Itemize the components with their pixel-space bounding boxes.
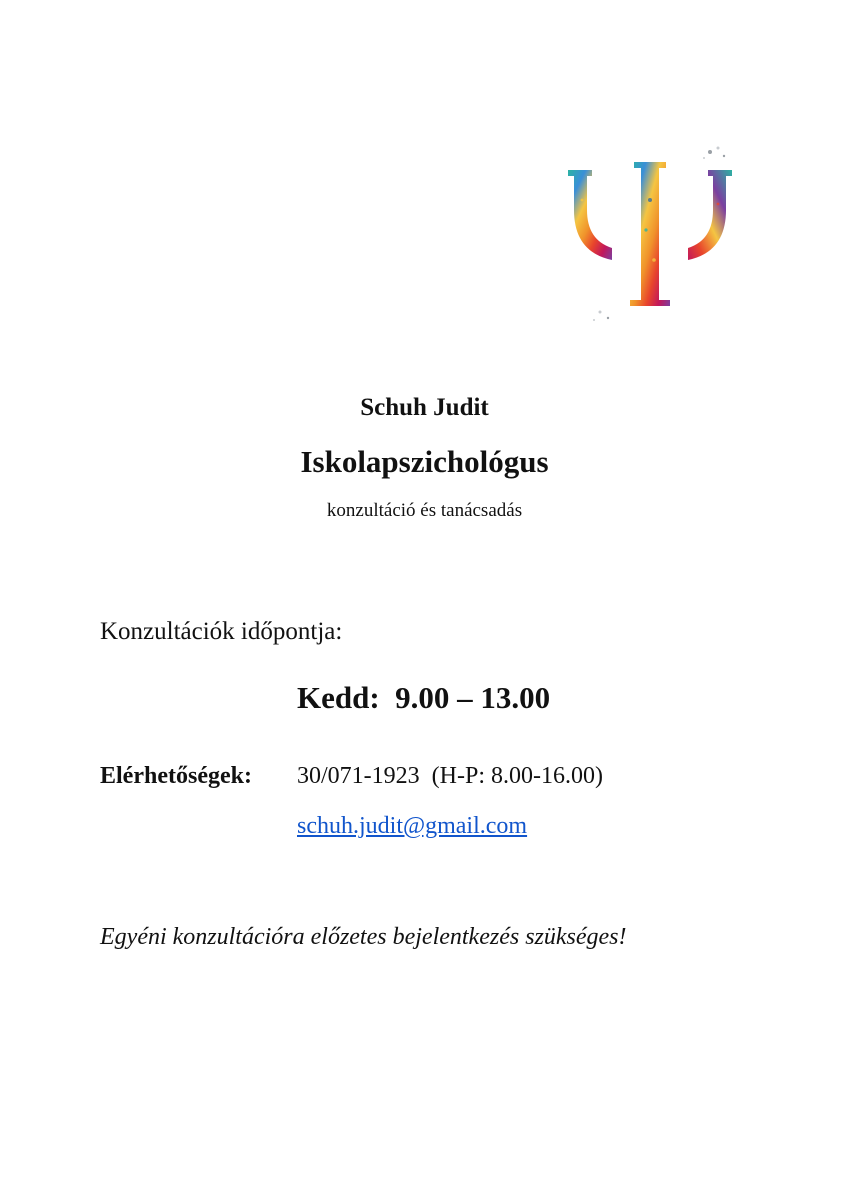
consultation-label: Konzultációk időpontja: — [100, 618, 343, 645]
psi-logo — [560, 140, 740, 330]
consultation-schedule: Kedd: 9.00 – 13.00 — [297, 680, 551, 715]
registration-note: Egyéni konzultációra előzetes bejelentkezés szükséges! — [100, 924, 627, 950]
psi-symbol-icon — [560, 140, 740, 330]
page-title: Iskolapszichológus — [300, 444, 549, 479]
page-subtitle: konzultáció és tanácsadás — [326, 500, 523, 521]
email-link[interactable]: schuh.judit@gmail.com — [297, 813, 528, 839]
person-name: Schuh Judit — [360, 394, 489, 421]
contact-phone: 30/071-1923 (H-P: 8.00-16.00) — [297, 763, 603, 789]
contact-label: Elérhetőségek: — [100, 763, 252, 789]
